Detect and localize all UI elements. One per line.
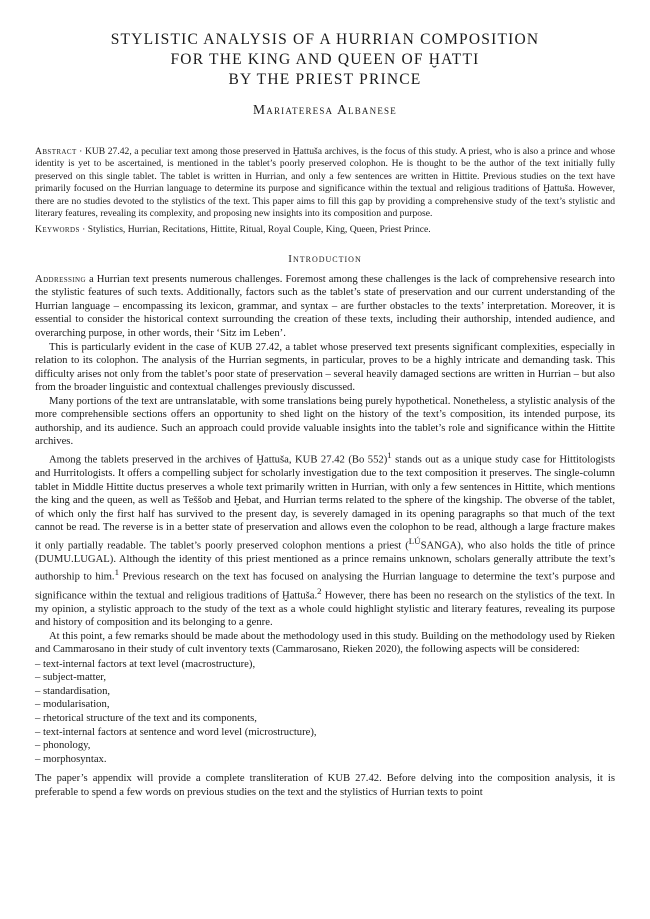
- keywords-label: Keywords: [35, 224, 80, 236]
- list-item: – text-internal factors at text level (macrostructure),: [35, 658, 615, 672]
- paragraph-4-part-c: SANGA), who also holds the title of prince (DUMU.LUGAL). Although the identity of this priest mentioned as a prince remains unknown, scholars generally attribute the text’s authorship to him.: [35, 540, 615, 583]
- paragraph-4-part-d: Previous research on the text has focused on analysing the Hurrian language to determine the text’s purpose and significance within the textual and religious traditions of Ḫattuša.: [35, 571, 615, 602]
- keywords: [35, 224, 615, 236]
- abstract: [35, 146, 615, 220]
- list-item: – text-internal factors at sentence and word level (microstructure),: [35, 726, 615, 740]
- abstract-label: Abstract: [35, 146, 77, 157]
- paragraph-1: [35, 273, 615, 341]
- paragraph-2: This is particularly evident in the case of KUB 27.42, a tablet whose preserved text presents significant complexities, especially in relation to its colophon. The analysis of the Hurrian segments, in particular, proves to be a highly intricate and demanding task. This difficulty arises not only from the tablet’s poor state of preservation – several heavily damaged sections are written in Hurrian – but also from the broader linguistic and contextual challenges previously discussed.: [35, 341, 615, 394]
- list-item: – modularisation,: [35, 698, 615, 712]
- keywords-separator: ·: [79, 224, 88, 236]
- determinative-lu: LÚ: [408, 535, 421, 546]
- section-heading-introduction: Introduction: [288, 252, 362, 265]
- paragraph-4-part-b: stands out as a unique study case for Hittitologists and Hurritologists. It offers a compelling subject for scholarly investigation due to the text composition it preserves. The single-column tablet in Middle Hittite ductus preserves a whole text primarily written in Hurrian, with only a few sentences in Hittite, which mentions the king and the queen, as well as Teššob and Ḫebat, and Hurrian terms related to the sphere of the kingship. The obverse of the tablet, of which only the first half has survived to the present day, is severely damaged in its opening paragraphs so that much of the text cannot be read. The reverse is in a better state of preservation and allows even the colophon to be read, although a large fracture makes it only partially readable. The tablet’s poorly preserved colophon mentions a priest (: [35, 454, 615, 552]
- abstract-text: KUB 27.42, a peculiar text among those preserved in Ḫattuša archives, is the focus of this study. A priest, who is also a prince and whose identity is yet to be ascertained, is mentioned in the tablet’s poorly preserved colophon. He is thought to be the author of the text initially fully preserved on this single tablet. The tablet is written in Hurrian, and only a few sentences are written in Hittite. Previous studies on the text have primarily focused on the Hurrian language to determine its purpose and significance within the textual and religious traditions of Ḫattuša. However, there are no studies devoted to the stylistics of the text. This paper aims to fill this gap by providing a comprehensive study of the text’s stylistic and literary features, revealing its complexity, and proposing new insights into its composition and purpose.: [35, 146, 615, 220]
- title-line-2: FOR THE KING AND QUEEN OF ḪATTI: [170, 51, 480, 68]
- paragraph-4-part-e: However, there has been no research on the stylistics of the text. In my opinion, a stylistic approach to the study of the text as a whole could highlight stylistic and literary features, revealing its purpose and history of composition and its belonging to a genre.: [35, 590, 615, 629]
- list-item: – morphosyntax.: [35, 753, 615, 767]
- paragraph-4: [35, 449, 615, 630]
- footnote-ref-1[interactable]: 1: [387, 449, 392, 460]
- aspects-list: [35, 658, 615, 766]
- paragraph-6: The paper’s appendix will provide a complete transliteration of KUB 27.42. Before delving into the composition analysis, it is preferable to spend a few words on previous studies on the text and the stylistics of Hurrian texts to point: [35, 773, 615, 798]
- paper-page: [35, 30, 615, 799]
- title-line-3: BY THE PRIEST PRINCE: [228, 71, 422, 88]
- paragraph-5: At this point, a few remarks should be made about the methodology used in this study. Building on the methodology used by Rieken and Cammarosano in their study of cult inventory texts (Cammarosano, Rieken 2020), the following aspects will be considered:: [35, 630, 615, 656]
- list-item: – standardisation,: [35, 685, 615, 699]
- paper-title: [35, 30, 615, 90]
- body-text: [35, 273, 615, 799]
- paragraph-4-part-a: Among the tablets preserved in the archives of Ḫattuša, KUB 27.42 (Bo 552): [49, 454, 388, 466]
- paragraph-3: Many portions of the text are untranslatable, with some translations being purely hypothetical. Nonetheless, a stylistic analysis of the more comprehensible sections offers an opportunity to shed light on the history of the text’s composition, its intended purpose, its authorship, and its audience. Such an approach could provide valuable insights into the tablet’s role and significance within the Hittite archives.: [35, 395, 615, 448]
- footnote-ref-1b[interactable]: 1: [114, 567, 120, 578]
- list-item: – subject-matter,: [35, 671, 615, 685]
- title-line-1: STYLISTIC ANALYSIS OF A HURRIAN COMPOSITION: [110, 31, 540, 48]
- paragraph-1-text: a Hurrian text presents numerous challenges. Foremost among these challenges is the lack of comprehensive research into the stylistic features of such texts. Additionally, factors such as the tablet’s state of preservation and our current understanding of the Hurrian language – encompassing its lexicon, grammar, and syntax – are further obstacles to the texts’ interpretation. Moreover, it is essential to consider the historical context surrounding the creation of these texts, including their authorship, intended audience, and overarching purpose, in other words, their ‘Sitz im Leben’.: [35, 273, 615, 340]
- list-item: – phonology,: [35, 739, 615, 753]
- paragraph-lead-word: Addressing: [35, 273, 86, 285]
- list-item: – rhetorical structure of the text and its components,: [35, 712, 615, 726]
- keywords-text: Stylistics, Hurrian, Recitations, Hittite, Ritual, Royal Couple, King, Queen, Priest Prince.: [87, 224, 431, 236]
- footnote-ref-2[interactable]: 2: [317, 585, 322, 596]
- author-name: Mariateresa Albanese: [253, 102, 397, 117]
- abstract-separator: ·: [76, 146, 85, 157]
